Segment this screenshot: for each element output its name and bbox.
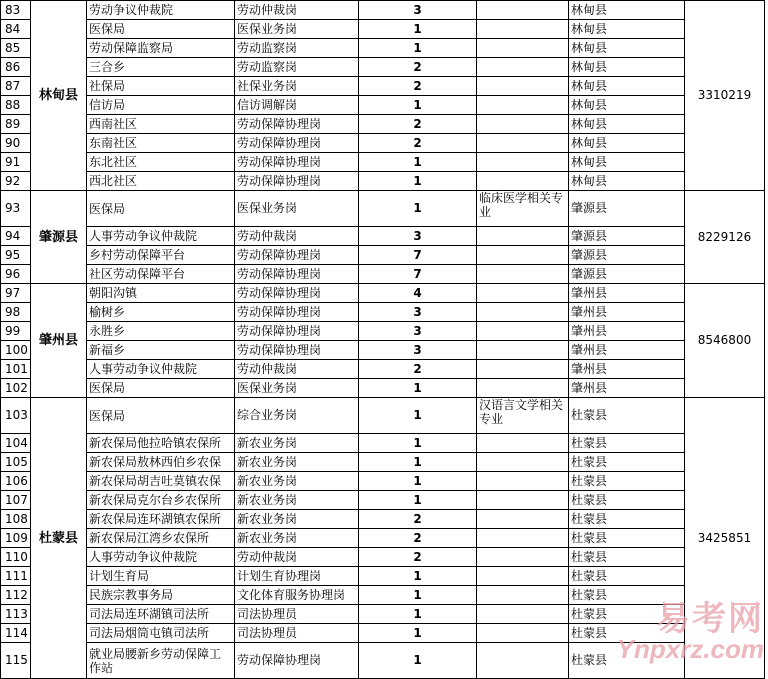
row-number: 93 (1, 191, 31, 227)
table-row (1, 624, 765, 643)
requirement (477, 153, 569, 172)
requirement (477, 134, 569, 153)
post-name: 劳动保障协理岗 (235, 643, 359, 679)
row-number: 106 (1, 472, 31, 491)
county-name: 林甸县 (31, 1, 87, 191)
row-number: 86 (1, 58, 31, 77)
table-row (1, 265, 765, 284)
work-place: 肇源县 (569, 265, 685, 284)
requirement (477, 379, 569, 398)
row-number: 95 (1, 246, 31, 265)
unit-name: 新农保局江湾乡农保所 (87, 529, 235, 548)
row-number: 97 (1, 284, 31, 303)
work-place: 肇源县 (569, 227, 685, 246)
post-name: 劳动仲裁岗 (235, 548, 359, 567)
work-place: 杜蒙县 (569, 643, 685, 679)
county-name: 肇源县 (31, 191, 87, 284)
table-row (1, 529, 765, 548)
post-name: 新农业务岗 (235, 510, 359, 529)
post-name: 劳动保障协理岗 (235, 284, 359, 303)
table-row (1, 39, 765, 58)
work-place: 肇州县 (569, 303, 685, 322)
post-name: 劳动保障协理岗 (235, 322, 359, 341)
table-row (1, 398, 765, 434)
recruit-count: 2 (359, 115, 477, 134)
requirement (477, 265, 569, 284)
work-place: 林甸县 (569, 115, 685, 134)
unit-name: 信访局 (87, 96, 235, 115)
unit-name: 人事劳动争议仲裁院 (87, 360, 235, 379)
requirement (477, 341, 569, 360)
recruit-count: 1 (359, 20, 477, 39)
work-place: 林甸县 (569, 20, 685, 39)
row-number: 100 (1, 341, 31, 360)
work-place: 林甸县 (569, 1, 685, 20)
unit-name: 东南社区 (87, 134, 235, 153)
post-name: 司法协理员 (235, 624, 359, 643)
post-name: 医保业务岗 (235, 191, 359, 227)
work-place: 林甸县 (569, 172, 685, 191)
recruit-count: 1 (359, 39, 477, 58)
table-row (1, 510, 765, 529)
work-place: 林甸县 (569, 77, 685, 96)
work-place: 肇州县 (569, 322, 685, 341)
recruit-count: 1 (359, 491, 477, 510)
contact-phone: 3310219 (685, 1, 765, 191)
unit-name: 新农保局他拉哈镇农保所 (87, 434, 235, 453)
unit-name: 新农保局胡吉吐莫镇农保 (87, 472, 235, 491)
post-name: 劳动保障协理岗 (235, 115, 359, 134)
requirement (477, 77, 569, 96)
unit-name: 朝阳沟镇 (87, 284, 235, 303)
row-number: 98 (1, 303, 31, 322)
requirement (477, 624, 569, 643)
requirement (477, 284, 569, 303)
unit-name: 榆树乡 (87, 303, 235, 322)
recruit-count: 1 (359, 153, 477, 172)
post-name: 新农业务岗 (235, 472, 359, 491)
requirement (477, 322, 569, 341)
work-place: 杜蒙县 (569, 567, 685, 586)
post-name: 劳动保障协理岗 (235, 153, 359, 172)
unit-name: 医保局 (87, 191, 235, 227)
recruit-count: 2 (359, 360, 477, 379)
table-row (1, 322, 765, 341)
table-row (1, 453, 765, 472)
table-row (1, 360, 765, 379)
unit-name: 人事劳动争议仲裁院 (87, 548, 235, 567)
requirement (477, 360, 569, 379)
contact-phone: 8229126 (685, 191, 765, 284)
unit-name: 西北社区 (87, 172, 235, 191)
work-place: 肇源县 (569, 191, 685, 227)
row-number: 99 (1, 322, 31, 341)
unit-name: 新农保局连环湖镇农保所 (87, 510, 235, 529)
requirement (477, 567, 569, 586)
recruit-count: 1 (359, 172, 477, 191)
requirement (477, 529, 569, 548)
requirement (477, 643, 569, 679)
table-row (1, 643, 765, 679)
work-place: 杜蒙县 (569, 398, 685, 434)
work-place: 杜蒙县 (569, 548, 685, 567)
row-number: 91 (1, 153, 31, 172)
row-number: 109 (1, 529, 31, 548)
row-number: 108 (1, 510, 31, 529)
county-name: 杜蒙县 (31, 398, 87, 679)
table-row (1, 96, 765, 115)
watermark-url: Ynpxrz.com (616, 634, 764, 664)
table-row (1, 491, 765, 510)
row-number: 105 (1, 453, 31, 472)
requirement (477, 472, 569, 491)
post-name: 劳动监察岗 (235, 39, 359, 58)
unit-name: 永胜乡 (87, 322, 235, 341)
work-place: 林甸县 (569, 96, 685, 115)
row-number: 115 (1, 643, 31, 679)
unit-name: 计划生育局 (87, 567, 235, 586)
post-name: 劳动仲裁岗 (235, 360, 359, 379)
row-number: 84 (1, 20, 31, 39)
row-number: 112 (1, 586, 31, 605)
table-row (1, 58, 765, 77)
county-name: 肇州县 (31, 284, 87, 398)
unit-name: 医保局 (87, 398, 235, 434)
table-row (1, 172, 765, 191)
table-row (1, 284, 765, 303)
post-name: 劳动保障协理岗 (235, 303, 359, 322)
contact-phone: 8546800 (685, 284, 765, 398)
post-name: 综合业务岗 (235, 398, 359, 434)
row-number: 107 (1, 491, 31, 510)
row-number: 114 (1, 624, 31, 643)
recruit-count: 3 (359, 341, 477, 360)
table-body (1, 1, 765, 679)
table-row (1, 191, 765, 227)
watermark-text: 易考网 (656, 599, 764, 639)
requirement (477, 58, 569, 77)
unit-name: 东北社区 (87, 153, 235, 172)
recruit-count: 2 (359, 134, 477, 153)
post-name: 医保业务岗 (235, 379, 359, 398)
recruit-count: 1 (359, 605, 477, 624)
work-place: 杜蒙县 (569, 434, 685, 453)
requirement (477, 491, 569, 510)
post-name: 新农业务岗 (235, 529, 359, 548)
work-place: 林甸县 (569, 39, 685, 58)
post-name: 劳动保障协理岗 (235, 172, 359, 191)
work-place: 杜蒙县 (569, 472, 685, 491)
post-name: 计划生育协理岗 (235, 567, 359, 586)
recruit-count: 1 (359, 434, 477, 453)
post-name: 医保业务岗 (235, 20, 359, 39)
row-number: 85 (1, 39, 31, 58)
recruit-count: 1 (359, 96, 477, 115)
unit-name: 人事劳动争议仲裁院 (87, 227, 235, 246)
post-name: 社保业务岗 (235, 77, 359, 96)
post-name: 信访调解岗 (235, 96, 359, 115)
post-name: 劳动保障协理岗 (235, 265, 359, 284)
row-number: 88 (1, 96, 31, 115)
table-row (1, 77, 765, 96)
requirement (477, 20, 569, 39)
work-place: 林甸县 (569, 153, 685, 172)
unit-name: 劳动保障监察局 (87, 39, 235, 58)
recruit-count: 7 (359, 265, 477, 284)
unit-name: 西南社区 (87, 115, 235, 134)
recruit-count: 3 (359, 303, 477, 322)
table-row (1, 20, 765, 39)
table-row (1, 548, 765, 567)
unit-name: 新农保局克尔台乡农保所 (87, 491, 235, 510)
work-place: 林甸县 (569, 58, 685, 77)
row-number: 94 (1, 227, 31, 246)
table-row (1, 379, 765, 398)
table-row (1, 115, 765, 134)
work-place: 杜蒙县 (569, 529, 685, 548)
recruit-count: 1 (359, 453, 477, 472)
unit-name: 劳动争议仲裁院 (87, 1, 235, 20)
table-row (1, 227, 765, 246)
post-name: 劳动仲裁岗 (235, 227, 359, 246)
work-place: 杜蒙县 (569, 453, 685, 472)
recruit-count: 2 (359, 529, 477, 548)
table-row (1, 434, 765, 453)
row-number: 90 (1, 134, 31, 153)
recruit-count: 3 (359, 1, 477, 20)
table-row (1, 1, 765, 20)
unit-name: 民族宗教事务局 (87, 586, 235, 605)
work-place: 杜蒙县 (569, 586, 685, 605)
row-number: 87 (1, 77, 31, 96)
unit-name: 就业局腰新乡劳动保障工作站 (87, 643, 235, 679)
recruit-count: 1 (359, 379, 477, 398)
recruit-count: 1 (359, 643, 477, 679)
work-place: 肇州县 (569, 284, 685, 303)
unit-name: 司法局烟筒屯镇司法所 (87, 624, 235, 643)
unit-name: 社保局 (87, 77, 235, 96)
requirement (477, 453, 569, 472)
row-number: 103 (1, 398, 31, 434)
requirement (477, 39, 569, 58)
contact-phone: 3425851 (685, 398, 765, 679)
work-place: 肇州县 (569, 379, 685, 398)
post-name: 新农业务岗 (235, 491, 359, 510)
recruit-count: 3 (359, 322, 477, 341)
requirement (477, 434, 569, 453)
requirement (477, 115, 569, 134)
work-place: 杜蒙县 (569, 510, 685, 529)
row-number: 111 (1, 567, 31, 586)
recruit-count: 1 (359, 624, 477, 643)
recruit-count: 2 (359, 58, 477, 77)
requirement (477, 227, 569, 246)
row-number: 113 (1, 605, 31, 624)
unit-name: 新农保局敖林西伯乡农保 (87, 453, 235, 472)
post-name: 劳动保障协理岗 (235, 246, 359, 265)
unit-name: 乡村劳动保障平台 (87, 246, 235, 265)
unit-name: 社区劳动保障平台 (87, 265, 235, 284)
unit-name: 医保局 (87, 20, 235, 39)
work-place: 杜蒙县 (569, 624, 685, 643)
work-place: 肇州县 (569, 360, 685, 379)
row-number: 89 (1, 115, 31, 134)
row-number: 96 (1, 265, 31, 284)
requirement (477, 510, 569, 529)
requirement (477, 586, 569, 605)
table-row (1, 586, 765, 605)
table-row (1, 341, 765, 360)
recruit-count: 1 (359, 398, 477, 434)
post-name: 劳动保障协理岗 (235, 341, 359, 360)
unit-name: 新福乡 (87, 341, 235, 360)
table-row (1, 303, 765, 322)
recruit-count: 2 (359, 77, 477, 96)
row-number: 101 (1, 360, 31, 379)
recruit-count: 2 (359, 510, 477, 529)
row-number: 102 (1, 379, 31, 398)
table-row (1, 134, 765, 153)
requirement: 临床医学相关专业 (477, 191, 569, 227)
post-name: 文化体育服务协理岗 (235, 586, 359, 605)
work-place: 肇源县 (569, 246, 685, 265)
requirement (477, 246, 569, 265)
recruit-count: 1 (359, 191, 477, 227)
work-place: 杜蒙县 (569, 605, 685, 624)
table-row (1, 246, 765, 265)
post-name: 新农业务岗 (235, 453, 359, 472)
work-place: 肇州县 (569, 341, 685, 360)
table-row (1, 472, 765, 491)
requirement (477, 1, 569, 20)
requirement (477, 548, 569, 567)
unit-name: 医保局 (87, 379, 235, 398)
recruit-count: 1 (359, 472, 477, 491)
table-row (1, 153, 765, 172)
requirement (477, 96, 569, 115)
post-name: 劳动监察岗 (235, 58, 359, 77)
requirement (477, 605, 569, 624)
row-number: 110 (1, 548, 31, 567)
recruit-count: 4 (359, 284, 477, 303)
recruit-count: 1 (359, 567, 477, 586)
unit-name: 司法局连环湖镇司法所 (87, 605, 235, 624)
requirement (477, 303, 569, 322)
table-row (1, 567, 765, 586)
post-name: 新农业务岗 (235, 434, 359, 453)
row-number: 104 (1, 434, 31, 453)
unit-name: 三合乡 (87, 58, 235, 77)
recruit-count: 2 (359, 548, 477, 567)
row-number: 92 (1, 172, 31, 191)
post-name: 劳动仲裁岗 (235, 1, 359, 20)
recruit-count: 1 (359, 586, 477, 605)
table-row (1, 605, 765, 624)
recruit-count: 3 (359, 227, 477, 246)
requirement: 汉语言文学相关专业 (477, 398, 569, 434)
row-number: 83 (1, 1, 31, 20)
work-place: 林甸县 (569, 134, 685, 153)
recruit-count: 7 (359, 246, 477, 265)
post-name: 司法协理员 (235, 605, 359, 624)
post-name: 劳动保障协理岗 (235, 134, 359, 153)
work-place: 杜蒙县 (569, 491, 685, 510)
requirement (477, 172, 569, 191)
